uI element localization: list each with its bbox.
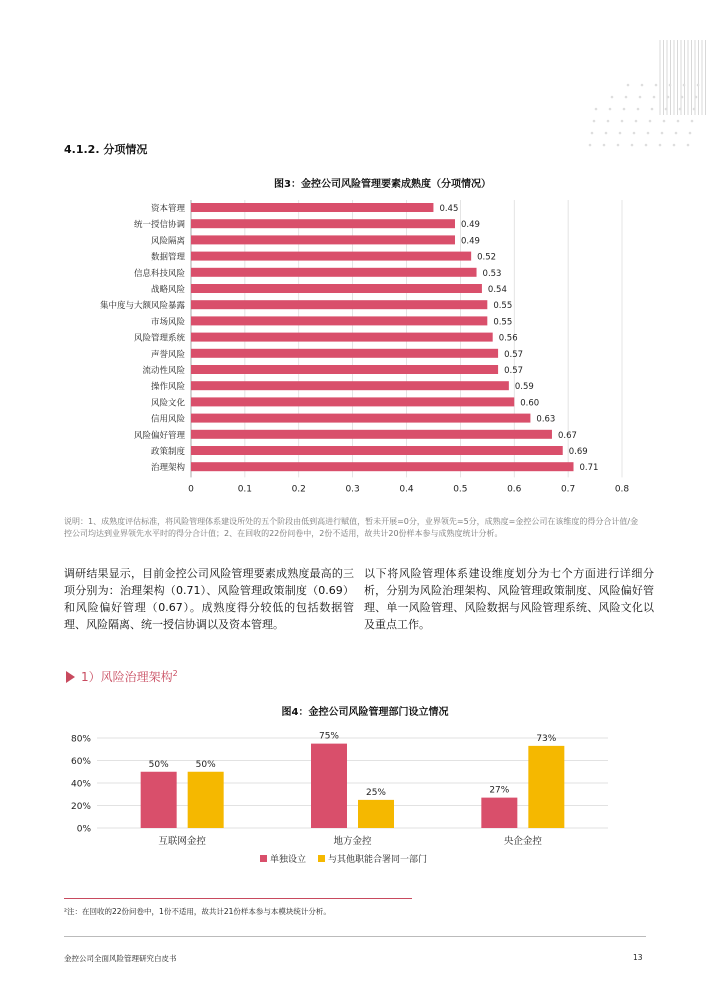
value-label: 0.60	[520, 398, 540, 409]
figure3-note: 说明：1、成熟度评估标准，将风险管理体系建设所处的五个阶段由低到高进行赋值，暂未开展=0分，业界领先=5分，成熟度=金控公司在该维度的得分合计值/金控公司均达到业界领先水平时的得分合计值；2、在回收的22份问卷中，2份不适用，故共计20份样本参与成熟度统计分析。	[64, 517, 639, 538]
value-label: 0.55	[493, 301, 513, 312]
category-label: 央企金控	[503, 836, 542, 847]
value-label: 0.71	[579, 463, 599, 474]
x-tick-label: 0.2	[291, 484, 306, 495]
x-tick-label: 0.5	[453, 484, 468, 495]
x-tick-label: 0.8	[614, 484, 630, 495]
decoration-dot	[631, 144, 634, 147]
section-title: 4.1.2. 分项情况	[64, 143, 148, 156]
x-tick-label: 0.3	[345, 484, 360, 495]
decoration-dot	[663, 120, 666, 123]
x-tick-label: 0	[188, 484, 194, 495]
value-label: 0.49	[460, 236, 480, 247]
bar-standalone	[141, 772, 177, 828]
decoration-dot	[681, 96, 684, 99]
value-label: 0.57	[504, 349, 524, 360]
category-label: 操作风险	[150, 382, 185, 393]
decoration-dot	[593, 120, 596, 123]
decoration-dot	[617, 144, 620, 147]
decoration-dot	[691, 120, 694, 123]
decoration-dot	[665, 108, 668, 111]
decoration-dot	[687, 144, 690, 147]
decoration-dot	[611, 96, 614, 99]
decoration-dot	[661, 132, 664, 135]
category-label: 统一授信协调	[133, 220, 185, 231]
decoration-dot	[653, 96, 656, 99]
decoration-dot	[633, 132, 636, 135]
value-label: 0.57	[504, 366, 524, 376]
maturity-bar-chart	[60, 196, 650, 501]
figure4-title: 图4：金控公司风险管理部门设立情况	[281, 707, 449, 718]
bar-11	[191, 365, 498, 374]
triangle-bullet-icon	[66, 671, 75, 683]
decoration-dot	[589, 144, 592, 147]
category-label: 风险偏好管理	[133, 430, 185, 441]
decoration-dot	[655, 84, 658, 87]
category-label: 信息科技风险	[133, 268, 185, 279]
category-label: 战略风险	[150, 285, 185, 295]
decoration-dot	[675, 132, 678, 135]
bar-combined	[528, 746, 564, 828]
bar-1	[191, 203, 433, 212]
bar-6	[191, 284, 482, 293]
bar-7	[191, 300, 487, 309]
decoration-dot	[621, 120, 624, 123]
bar-combined	[188, 772, 224, 828]
x-tick-label: 0.7	[560, 484, 576, 495]
category-label: 信用风险	[150, 414, 185, 425]
bar-2	[191, 219, 455, 228]
decoration-dot	[695, 96, 698, 99]
category-label: 地方金控	[333, 836, 372, 847]
decoration-dot	[637, 108, 640, 111]
bar-14	[191, 414, 530, 423]
decoration-dot	[679, 108, 682, 111]
value-label: 0.67	[557, 430, 577, 441]
data-label: 50%	[195, 759, 216, 770]
decoration-dot	[693, 108, 696, 111]
footnote-marker: 2	[172, 669, 178, 678]
footer-divider	[64, 936, 646, 937]
decoration-dot	[649, 120, 652, 123]
bar-combined	[358, 800, 394, 828]
category-label: 互联网金控	[158, 836, 206, 847]
y-tick-label: 0%	[76, 824, 91, 835]
category-label: 政策制度	[150, 447, 185, 457]
bar-standalone	[481, 798, 517, 828]
value-label: 0.59	[514, 382, 534, 393]
decoration-dot	[625, 96, 628, 99]
decoration-dot	[645, 144, 648, 147]
category-label: 治理架构	[150, 463, 185, 474]
decoration-dot	[623, 108, 626, 111]
data-label: 25%	[365, 787, 387, 798]
decoration-dot	[591, 132, 594, 135]
category-label: 风险文化	[150, 398, 185, 409]
x-tick-label: 0.1	[237, 484, 253, 495]
data-label: 27%	[489, 785, 510, 796]
decoration-dot	[603, 144, 606, 147]
decoration-dot	[635, 120, 638, 123]
decoration-dot	[641, 84, 644, 87]
subsection-label: 1）风险治理架构$^2$	[81, 669, 178, 684]
decoration-dot	[669, 84, 672, 87]
bar-8	[191, 316, 487, 325]
category-label: 集中度与大额风险暴露	[99, 301, 185, 312]
department-setup-chart	[60, 722, 650, 890]
bar-5	[191, 268, 477, 277]
data-label: 73%	[536, 733, 557, 744]
legend-swatch	[318, 855, 325, 862]
value-label: 0.56	[498, 333, 518, 344]
bar-15	[191, 430, 552, 439]
value-label: 0.55	[493, 317, 513, 328]
decoration-lines	[660, 40, 706, 115]
data-label: 75%	[318, 731, 340, 742]
category-label: 市场风险	[150, 317, 185, 328]
value-label: 0.52	[477, 252, 497, 263]
legend-label: 单独设立	[270, 855, 307, 865]
category-label: 风险管理系统	[133, 333, 185, 344]
page-number: 13	[633, 953, 643, 962]
decoration-dot	[659, 144, 662, 147]
decoration-dot	[647, 132, 650, 135]
bar-4	[191, 252, 471, 261]
figure3-title: 图3：金控公司风险管理要素成熟度（分项情况）	[274, 179, 491, 190]
x-tick-label: 0.6	[507, 484, 522, 495]
corner-decoration	[560, 30, 710, 160]
decoration-dot	[627, 84, 630, 87]
y-tick-label: 80%	[70, 734, 91, 745]
decoration-dot	[673, 144, 676, 147]
category-label: 流动性风险	[142, 366, 185, 376]
decoration-dots	[589, 84, 700, 147]
decoration-dot	[639, 96, 642, 99]
value-label: 0.53	[482, 268, 502, 279]
data-label: 50%	[148, 759, 169, 770]
decoration-dot	[619, 132, 622, 135]
value-label: 0.49	[460, 220, 480, 231]
decoration-dot	[683, 84, 686, 87]
bar-9	[191, 333, 493, 342]
decoration-dot	[607, 120, 610, 123]
value-label: 0.63	[536, 414, 556, 425]
y-tick-label: 40%	[70, 779, 91, 790]
footnote-divider	[64, 898, 412, 899]
value-label: 0.45	[439, 204, 459, 214]
bar-16	[191, 446, 563, 455]
body-paragraph-left: 调研结果显示，目前金控公司风险管理要素成熟度最高的三项分别为：治理架构（0.71）、风险管理政策制度（0.69）和风险偏好管理（0.67）。成熟度得分较低的包括数据管理、风险隔离、统一授信协调以及资本管理。	[64, 567, 354, 631]
footer-title: 金控公司全面风险管理研究白皮书	[64, 954, 177, 963]
legend-label: 与其他职能合署同一部门	[328, 855, 428, 865]
category-label: 数据管理	[150, 252, 185, 263]
legend-swatch	[260, 855, 267, 862]
footnote: ²注：在回收的22份问卷中，1份不适用，故共计21份样本参与本模块统计分析。	[64, 907, 331, 916]
bar-10	[191, 349, 498, 358]
decoration-dot	[689, 132, 692, 135]
bar-standalone	[311, 744, 347, 828]
y-tick-label: 20%	[70, 802, 91, 812]
y-tick-label: 60%	[70, 757, 91, 767]
subsection-heading	[66, 668, 178, 685]
category-label: 资本管理	[150, 204, 185, 214]
decoration-dot	[605, 132, 608, 135]
decoration-dot	[651, 108, 654, 111]
category-label: 声誉风险	[150, 349, 185, 360]
bar-12	[191, 381, 509, 390]
bar-13	[191, 397, 514, 406]
value-label: 0.54	[487, 285, 507, 295]
value-label: 0.69	[568, 447, 588, 457]
bar-17	[191, 462, 574, 471]
bar-3	[191, 235, 455, 244]
decoration-dot	[595, 108, 598, 111]
decoration-dot	[697, 84, 700, 87]
decoration-dot	[609, 108, 612, 111]
decoration-dot	[667, 96, 670, 99]
x-tick-label: 0.4	[399, 484, 414, 495]
category-label: 风险隔离	[150, 236, 185, 247]
decoration-dot	[677, 120, 680, 123]
body-paragraph-right: 以下将风险管理体系建设维度划分为七个方面进行详细分析，分别为风险治理架构、风险管理政策制度、风险偏好管理、单一风险管理、风险数据与风险管理系统、风险文化以及重点工作。	[364, 567, 654, 631]
